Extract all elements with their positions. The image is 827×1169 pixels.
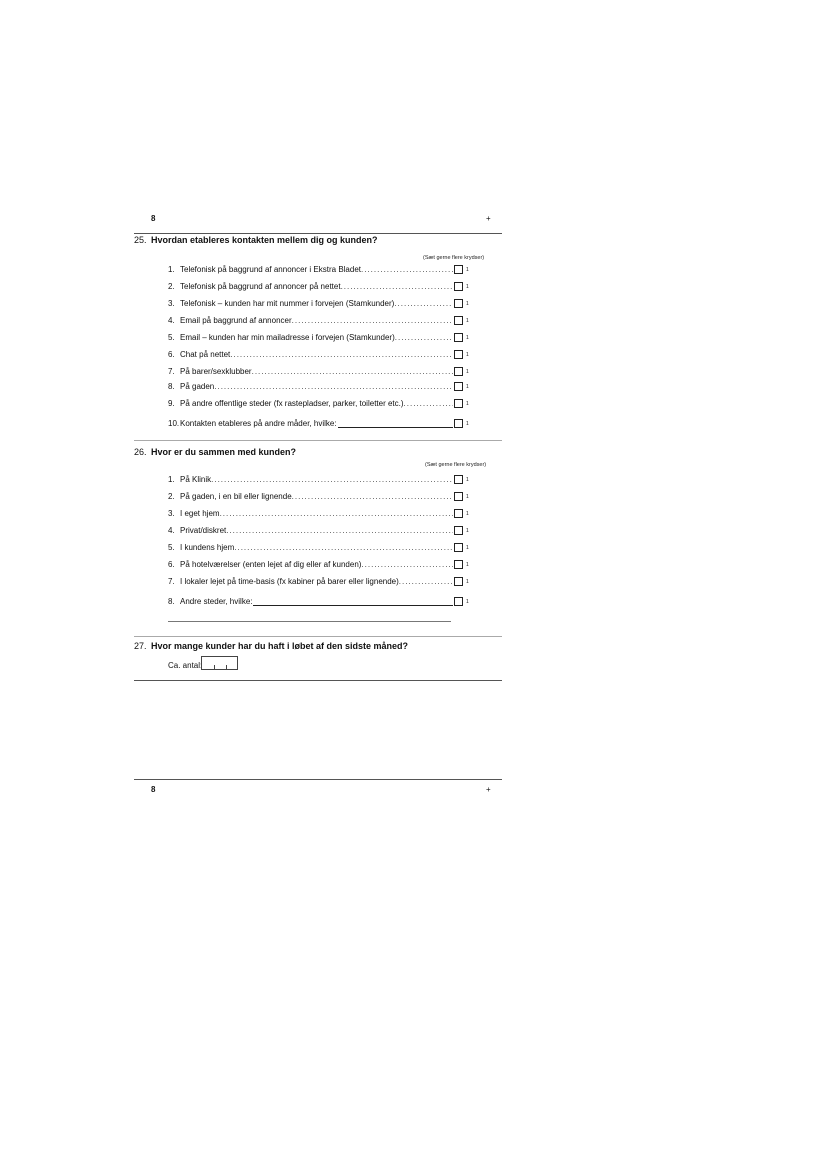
leader-dots — [292, 315, 453, 327]
option-label-row — [180, 542, 453, 554]
q26-question: Hvor er du sammen med kunden? — [151, 447, 297, 457]
leader-dots — [252, 366, 453, 378]
option-label-row — [180, 381, 453, 393]
count-digit-divider — [226, 665, 227, 669]
q27-count-label: Ca. antal: — [168, 661, 203, 670]
option-checkbox[interactable] — [454, 399, 463, 408]
option-checkbox[interactable] — [454, 265, 463, 274]
option-checkbox[interactable] — [454, 367, 463, 376]
checkbox-value: 1 — [466, 267, 469, 273]
option-number: 5. — [168, 543, 175, 552]
q26-option-3 — [168, 508, 472, 520]
checkbox-value: 1 — [466, 562, 469, 568]
option-label: Email på baggrund af annoncer — [180, 316, 292, 325]
leader-dots — [226, 525, 453, 537]
q27-count-input[interactable] — [201, 656, 238, 670]
q25-hint: (Sæt gerne flere krydser) — [423, 255, 485, 261]
option-label: Telefonisk på baggrund af annoncer på nettet — [180, 282, 341, 291]
option-number: 4. — [168, 526, 175, 535]
checkbox-value: 1 — [466, 318, 469, 324]
option-label: I eget hjem — [180, 509, 220, 518]
checkbox-value: 1 — [466, 477, 469, 483]
leader-dots — [214, 381, 453, 393]
option-label-row — [180, 315, 453, 327]
option-checkbox[interactable] — [454, 316, 463, 325]
option-number: 10. — [168, 419, 180, 428]
option-checkbox[interactable] — [454, 597, 463, 606]
q26-option-8 — [168, 596, 472, 608]
checkbox-value: 1 — [466, 494, 469, 500]
option-label: På gaden — [180, 382, 215, 391]
option-number: 3. — [168, 509, 175, 518]
option-label: Privat/diskret — [180, 526, 227, 535]
option-label: På Klinik — [180, 475, 212, 484]
checkbox-value: 1 — [466, 301, 469, 307]
header-page-number: 8 — [151, 214, 156, 223]
option-label-row — [180, 596, 453, 608]
q25-option-7 — [168, 366, 472, 378]
option-number: 1. — [168, 265, 175, 274]
option-label: På hotelværelser (enten lejet af dig eller af kunden) — [180, 560, 362, 569]
option-number: 6. — [168, 560, 175, 569]
checkbox-value: 1 — [466, 421, 469, 427]
option-label: Andre steder, hvilke: — [180, 597, 253, 606]
q27-number: 27. — [134, 641, 147, 651]
checkbox-value: 1 — [466, 284, 469, 290]
q25-option-1 — [168, 264, 472, 276]
q25-option-10 — [168, 418, 472, 430]
option-number: 8. — [168, 382, 175, 391]
checkbox-value: 1 — [466, 545, 469, 551]
option-label-row — [180, 418, 453, 430]
q26-hint: (Sæt gerne flere krydser) — [425, 462, 487, 468]
checkbox-value: 1 — [466, 369, 469, 375]
leader-dots — [220, 508, 453, 520]
checkbox-value: 1 — [466, 528, 469, 534]
leader-dots — [234, 542, 453, 554]
q25-option-4 — [168, 315, 472, 327]
option-label: På barer/sexklubber — [180, 367, 252, 376]
option-label-row — [180, 491, 453, 503]
option-number: 3. — [168, 299, 175, 308]
option-number: 2. — [168, 492, 175, 501]
option-number: 4. — [168, 316, 175, 325]
q25-option-5 — [168, 332, 472, 344]
option-label-row — [180, 508, 453, 520]
q25-option-3 — [168, 298, 472, 310]
option-label: Chat på nettet — [180, 350, 231, 359]
option-checkbox[interactable] — [454, 382, 463, 391]
leader-dots — [211, 474, 453, 486]
option-label: Kontakten etableres på andre måder, hvilke: — [180, 419, 337, 428]
option-checkbox[interactable] — [454, 475, 463, 484]
q26-option-7 — [168, 576, 472, 588]
option-checkbox[interactable] — [454, 299, 463, 308]
checkbox-value: 1 — [466, 511, 469, 517]
option-checkbox[interactable] — [454, 282, 463, 291]
leader-dots — [361, 264, 453, 276]
option-label-row — [180, 298, 453, 310]
leader-dots — [230, 349, 453, 361]
q26-option-5 — [168, 542, 472, 554]
footer-mark: + — [486, 785, 491, 794]
leader-dots — [292, 491, 453, 503]
q25-option-2 — [168, 281, 472, 293]
q25-number: 25. — [134, 235, 147, 245]
option-label-row — [180, 349, 453, 361]
q25-question: Hvordan etableres kontakten mellem dig og kunden? — [151, 235, 378, 245]
option-number: 7. — [168, 577, 175, 586]
option-number: 8. — [168, 597, 175, 606]
option-label-row — [180, 281, 453, 293]
option-label: Telefonisk – kunden har mit nummer i forvejen (Stamkunder) — [180, 299, 395, 308]
leader-dots — [394, 298, 453, 310]
checkbox-value: 1 — [466, 352, 469, 358]
option-checkbox[interactable] — [454, 577, 463, 586]
option-number: 2. — [168, 282, 175, 291]
leader-dots — [395, 332, 453, 344]
option-label-row — [180, 332, 453, 344]
option-label-row — [180, 398, 453, 410]
option-number: 5. — [168, 333, 175, 342]
option-label: Telefonisk på baggrund af annoncer i Ekstra Bladet — [180, 265, 362, 274]
option-checkbox[interactable] — [454, 526, 463, 535]
option-number: 6. — [168, 350, 175, 359]
option-label-row — [180, 576, 453, 588]
option-checkbox[interactable] — [454, 350, 463, 359]
leader-dots — [361, 559, 453, 571]
leader-dots — [404, 398, 453, 410]
q25-divider — [134, 440, 502, 441]
footer-page-number: 8 — [151, 785, 156, 794]
q26-divider — [134, 636, 502, 637]
q26-option-1 — [168, 474, 472, 486]
option-checkbox[interactable] — [454, 509, 463, 518]
header-divider — [134, 233, 502, 234]
option-label-row — [180, 525, 453, 537]
q26-option-2 — [168, 491, 472, 503]
q26-option-4 — [168, 525, 472, 537]
other-specify-line[interactable] — [253, 596, 453, 606]
option-label: Email – kunden har min mailadresse i forvejen (Stamkunder) — [180, 333, 395, 342]
option-label-row — [180, 474, 453, 486]
count-digit-divider — [214, 665, 215, 669]
leader-dots — [399, 576, 453, 588]
checkbox-value: 1 — [466, 599, 469, 605]
option-label: I lokaler lejet på time-basis (fx kabiner på barer eller lignende) — [180, 577, 399, 586]
option-label: På andre offentlige steder (fx rastepladser, parker, toiletter etc.) — [180, 399, 404, 408]
checkbox-value: 1 — [466, 401, 469, 407]
checkbox-value: 1 — [466, 335, 469, 341]
q26-other-extra-line[interactable] — [168, 621, 451, 622]
checkbox-value: 1 — [466, 579, 469, 585]
option-label: I kundens hjem — [180, 543, 235, 552]
q26-option-6 — [168, 559, 472, 571]
option-checkbox[interactable] — [454, 543, 463, 552]
option-label-row — [180, 559, 453, 571]
header-mark: + — [486, 214, 491, 223]
option-checkbox[interactable] — [454, 333, 463, 342]
option-number: 7. — [168, 367, 175, 376]
option-label-row — [180, 366, 453, 378]
q27-divider — [134, 680, 502, 681]
option-label-row — [180, 264, 453, 276]
option-number: 1. — [168, 475, 175, 484]
option-number: 9. — [168, 399, 175, 408]
option-checkbox[interactable] — [454, 492, 463, 501]
q25-option-9 — [168, 398, 472, 410]
leader-dots — [341, 281, 453, 293]
q25-option-8 — [168, 381, 472, 393]
q25-option-6 — [168, 349, 472, 361]
checkbox-value: 1 — [466, 384, 469, 390]
other-specify-line[interactable] — [338, 418, 453, 428]
option-checkbox[interactable] — [454, 419, 463, 428]
footer-divider — [134, 779, 502, 780]
option-checkbox[interactable] — [454, 560, 463, 569]
q27-question: Hvor mange kunder har du haft i løbet af den sidste måned? — [151, 641, 409, 651]
option-label: På gaden, i en bil eller lignende — [180, 492, 292, 501]
q26-number: 26. — [134, 447, 147, 457]
